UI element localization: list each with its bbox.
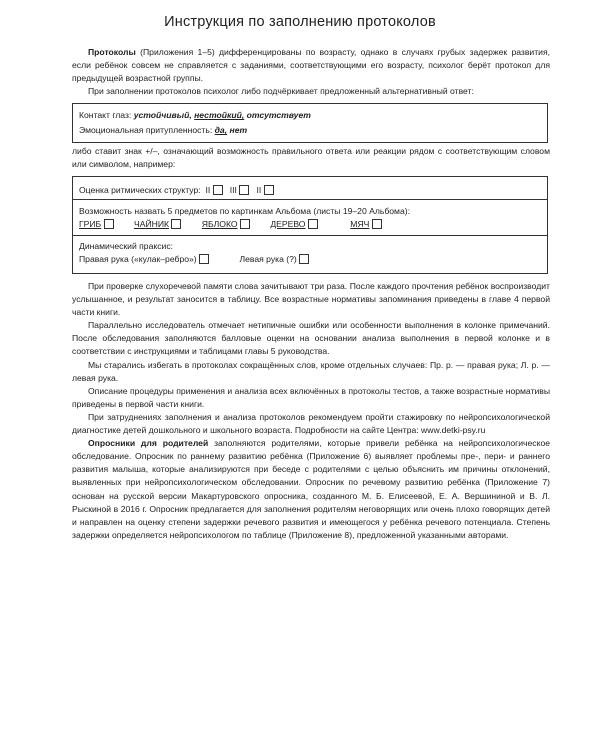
object-checkbox-4[interactable] — [308, 219, 318, 229]
left-hand-checkbox[interactable] — [299, 254, 309, 264]
paragraph-training: При затруднениях заполнения и анализа протоколов рекомендуем пройти стажировку по нейропсихологической диагностике детей дошкольного и школьного возраста. Подробности на сайте Центра: www.detki-psy.ru — [72, 411, 550, 436]
object-checkbox-5[interactable] — [372, 219, 382, 229]
objects-label: Возможность назвать 5 предметов по картинкам Альбома (листы 19–20 Альбома): — [79, 206, 410, 216]
middle-text — [72, 145, 550, 171]
object-ball: МЯЧ — [350, 219, 370, 229]
paragraph-questionnaires — [72, 437, 550, 542]
rhythm-checkbox-2[interactable] — [239, 185, 249, 195]
emotional-line — [79, 124, 541, 136]
rhythm-checkbox-3[interactable] — [264, 185, 274, 195]
praxis-row — [79, 253, 309, 265]
object-teapot: ЧАЙНИК — [133, 219, 170, 229]
intro-block — [72, 46, 550, 98]
body-text — [72, 280, 550, 542]
divider — [73, 199, 547, 200]
right-hand-label: Правая рука («кулак–ребро») — [79, 254, 197, 264]
option-unstable-underlined: нестойкий, — [194, 110, 245, 120]
middle-paragraph: либо ставит знак +/–, означающий возможность правильного ответа или реакции рядом с соответствующим словом или символом, например: — [72, 146, 550, 170]
option-no: нет — [229, 125, 248, 135]
example-box-tests — [72, 176, 548, 274]
emotional-label: Эмоциональная притупленность: — [79, 125, 215, 135]
paragraph-memory: При проверке слухоречевой памяти слова зачитывают три раза. После каждого прочтения ребёнок воспроизводит услышанное, и результат заносится в таблицу. Все возрастные нормативы запоминания приведены в главе 4 первой части книги. — [72, 281, 550, 318]
object-apple: ЯБЛОКО — [201, 219, 238, 229]
option-absent: отсутствует — [246, 110, 311, 120]
intro-text: (Приложения 1–5) дифференцированы по возрасту, однако в случаях грубых задержек развития, если ребёнок совсем не справляется с заданиями, соответствующими его возрасту, психолог берёт протокол для предыдущей возрастной группы. — [72, 47, 550, 84]
paragraph-abbreviations: Мы старались избегать в протоколах сокращённых слов, кроме отдельных случаев: Пр. р. — правая рука; Л. р. — левая рука. — [72, 359, 550, 383]
protocols-term: Протоколы — [88, 47, 136, 57]
page-title: Инструкция по заполнению протоколов — [164, 14, 436, 30]
questionnaires-term: Опросники для родителей — [88, 438, 209, 449]
option-yes-underlined: да, — [214, 125, 228, 135]
example-box-contact — [72, 103, 548, 143]
rhythm-mark-1: II — [205, 185, 211, 195]
object-checkbox-3[interactable] — [240, 219, 250, 229]
object-checkbox-2[interactable] — [171, 219, 181, 229]
left-hand-label: Левая рука (?) — [239, 254, 297, 264]
object-mushroom: ГРИБ — [79, 219, 102, 229]
paragraph-description: Описание процедуры применения и анализа всех включённых в протоколы тестов, а также возрастные нормативы приведены в первой части книги. — [72, 385, 550, 409]
object-checkbox-1[interactable] — [104, 219, 114, 229]
praxis-label: Динамический праксис: — [79, 241, 174, 251]
eye-contact-label: Контакт глаз: — [79, 110, 134, 120]
divider — [73, 235, 547, 236]
paragraph-notes: Параллельно исследователь отмечает нетипичные ошибки или особенности выполнения в колонке примечаний. После обследования заполняются балловые оценки на основании анализа выполнения в первой колонке и в соответствии с инструкциями и таблицами главы 5 руководства. — [72, 320, 550, 357]
option-stable: устойчивый, — [133, 110, 192, 120]
rhythm-row — [79, 184, 274, 196]
intro-second: При заполнении протоколов психолог либо подчёркивает предложенный альтернативный ответ: — [88, 86, 474, 97]
intro-paragraph — [72, 46, 550, 85]
rhythm-mark-3: II — [256, 185, 262, 195]
eye-contact-line — [79, 109, 541, 121]
object-tree: ДЕРЕВО — [270, 219, 306, 229]
right-hand-checkbox[interactable] — [199, 254, 209, 264]
rhythm-mark-2: III — [229, 185, 237, 195]
questionnaires-text: заполняются родителями, которые привели ребёнка на нейропсихологическое обследование. Опросник по раннему развитию ребёнка (Приложение 6) выявляет проблемы пре-, пери- и раннего развития малыша, которые анализируются при беседе с родителями с целью объяснить им причины отклонений, выявленных при нейропсихологическом обследовании. Опросник по речевому развитию ребёнка (Приложение 7) основан на русской версии Макартуровского опросника, созданного М. Б. Елисеевой, Е. А. Вершининой и В. Л. Рыскиной в 2016 г. Опросник предлагается для заполнения родителям неговорящих или очень плохо говорящих детей и направлен на оценку степени задержки речевого развития и имеющегося у ребёнка речевого потенциала. Степень задержки определяется нейропсихологом по таблице (Приложение 8), предложенной указанными авторами. — [72, 438, 550, 540]
rhythm-checkbox-1[interactable] — [213, 185, 223, 195]
rhythm-label: Оценка ритмических структур: — [79, 185, 201, 195]
objects-row — [79, 218, 382, 230]
